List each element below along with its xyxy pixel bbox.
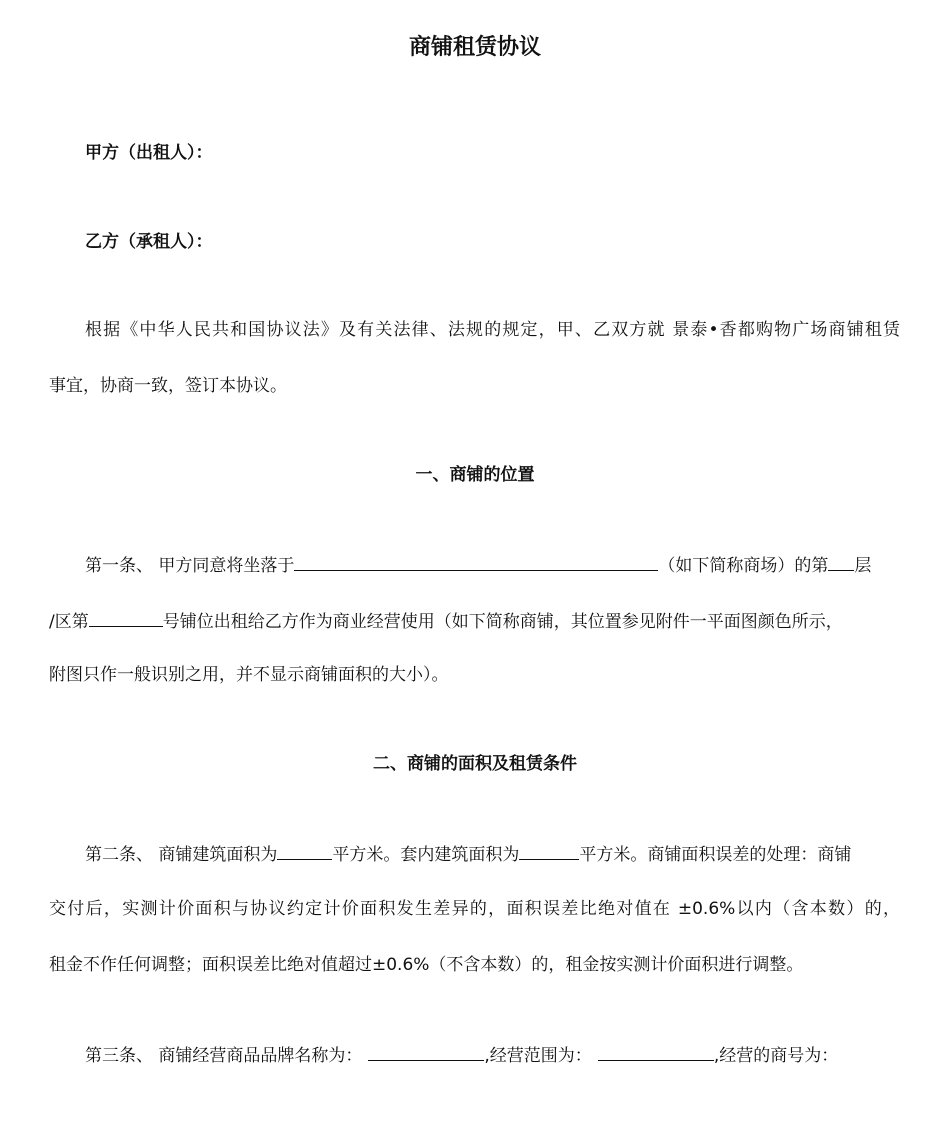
article-1-line-1 <box>85 552 900 578</box>
article-1-text-e: 号铺位出租给乙方作为商业经营使用（如下简称商铺，其位置参见附件一平面图颜色所示， <box>162 612 843 632</box>
article-3-text-c: ,经营的商号为： <box>713 1046 839 1066</box>
location-blank[interactable] <box>294 552 658 571</box>
article-1-line-2 <box>49 608 900 634</box>
article-2-line-3: 租金不作任何调整；面积误差比绝对值超过±0.6%（不含本数）的，租金按实测计价面积进行调整。 <box>49 955 804 975</box>
article-1-text-d: /区第 <box>49 612 89 632</box>
brand-name-blank[interactable] <box>368 1042 484 1061</box>
intro-line-1: 根据《中华人民共和国协议法》及有关法律、法规的规定，甲、乙双方就 景泰•香都购物广场商铺租赁 <box>85 320 900 340</box>
article-1-line-3: 附图只作一般识别之用，并不显示商铺面积的大小）。 <box>49 665 449 685</box>
floor-blank[interactable] <box>828 552 854 571</box>
article-3-text-a: 第三条、 商铺经营商品品牌名称为： <box>85 1046 363 1066</box>
article-2-line-1-group <box>85 841 851 867</box>
article-2-text-c: 平方米。商铺面积误差的处理：商铺 <box>579 845 852 865</box>
section-1-heading: 一、商铺的位置 <box>415 465 535 485</box>
business-scope-blank[interactable] <box>598 1042 714 1061</box>
section-2-heading: 二、商铺的面积及租赁条件 <box>373 754 577 774</box>
article-3-line-1 <box>85 1042 900 1068</box>
article-2-line-2: 交付后，实测计价面积与协议约定计价面积发生差异的，面积误差比绝对值在 ±0.6%以内（含本数）的， <box>49 899 900 919</box>
party-b-label: 乙方（承租人）： <box>85 232 213 252</box>
article-1-text-c: 层 <box>854 556 872 576</box>
article-2-line-1 <box>85 841 900 867</box>
article-1-text-a: 第一条、 甲方同意将坐落于 <box>85 556 295 576</box>
article-1-text-b: （如下简称商场）的第 <box>658 556 829 576</box>
article-2-text-a: 第二条、 商铺建筑面积为 <box>85 845 278 865</box>
article-3-text-b: ,经营范围为： <box>484 1046 592 1066</box>
party-a-label: 甲方（出租人）： <box>85 143 213 163</box>
building-area-blank[interactable] <box>277 841 332 860</box>
inner-area-blank[interactable] <box>519 841 579 860</box>
shop-number-blank[interactable] <box>89 608 163 627</box>
intro-line-2: 事宜，协商一致，签订本协议。 <box>49 376 287 396</box>
document-title: 商铺租赁协议 <box>408 35 541 60</box>
article-2-text-b: 平方米。套内建筑面积为 <box>332 845 520 865</box>
